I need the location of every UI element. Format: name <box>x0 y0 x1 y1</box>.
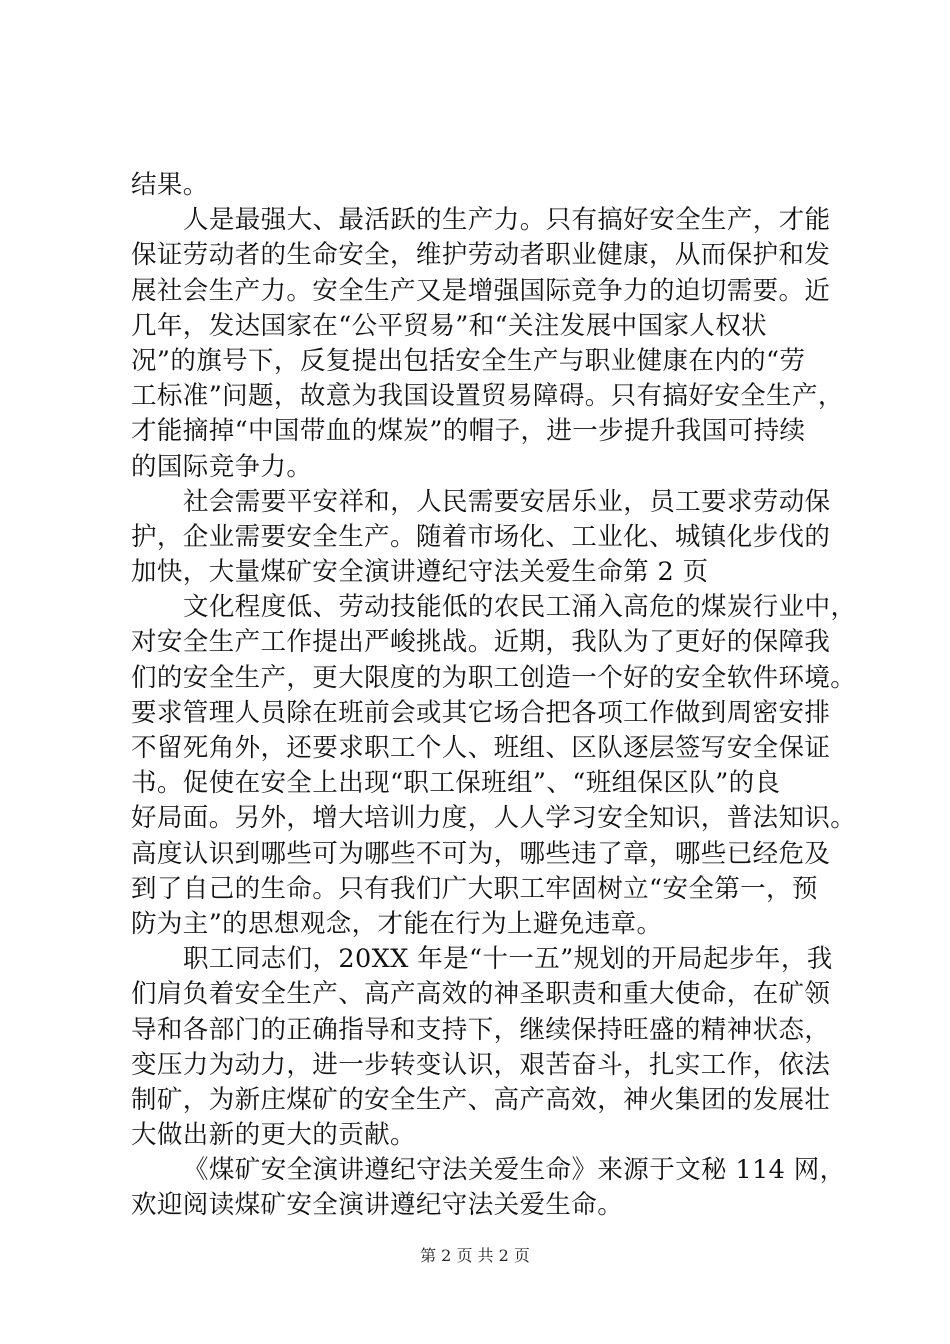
paragraph-first-line: 社会需要平安祥和，人民需要安居乐业，员工要求劳动保 <box>183 486 831 517</box>
paragraph-first-line: 文化程度低、劳动技能低的农民工涌入高危的煤炭行业中， <box>183 592 857 623</box>
text-line: 导和各部门的正确指导和支持下，继续保持旺盛的精神状态， <box>131 1014 831 1045</box>
text-line: 大做出新的更大的贡献。 <box>131 1120 416 1151</box>
text-line: 们肩负着安全生产、高产高效的神圣职责和重大使命，在矿领 <box>131 979 831 1010</box>
text-line: 防为主”的思想观念，才能在行为上避免违章。 <box>131 908 663 939</box>
text-line: 的国际竞争力。 <box>131 451 313 482</box>
text-line: 结果。 <box>131 170 209 200</box>
text-line: 好局面。另外，增大培训力度，人人学习安全知识，普法知识。 <box>131 803 857 834</box>
text-line: 要求管理人员除在班前会或其它场合把各项工作做到周密安排 <box>131 697 831 728</box>
text-line: 高度认识到哪些可为哪些不可为，哪些违了章，哪些已经危及 <box>131 838 831 869</box>
text-line: 对安全生产工作提出严峻挑战。近期，我队为了更好的保障我 <box>131 627 831 658</box>
document-body <box>131 168 857 1224</box>
text-line: 到了自己的生命。只有我们广大职工牢固树立“安全第一，预 <box>131 873 818 904</box>
paragraph-first-line: 职工同志们，20XX 年是“十一五”规划的开局起步年，我 <box>183 944 833 975</box>
text-line: 保证劳动者的生命安全，维护劳动者职业健康，从而保护和发 <box>131 240 831 271</box>
text-line: 几年，发达国家在“公平贸易”和“关注发展中国家人权状 <box>131 310 768 341</box>
text-line: 护，企业需要安全生产。随着市场化、工业化、城镇化步伐的 <box>131 521 831 552</box>
paragraph-first-line: 《煤矿安全演讲遵纪守法关爱生命》来源于文秘 114 网， <box>183 1155 846 1186</box>
text-line: 况”的旗号下，反复提出包括安全生产与职业健康在内的“劳 <box>131 345 806 376</box>
text-line: 加快，大量煤矿安全演讲遵纪守法关爱生命第 2 页 <box>131 557 709 588</box>
text-line: 才能摘掉“中国带血的煤炭”的帽子，进一步提升我国可持续 <box>131 416 806 447</box>
text-line: 工标准”问题，故意为我国设置贸易障碍。只有搞好安全生产， <box>131 381 844 412</box>
text-line: 展社会生产力。安全生产又是增强国际竞争力的迫切需要。近 <box>131 275 831 306</box>
text-line: 们的安全生产，更大限度的为职工创造一个好的安全软件环境。 <box>131 662 857 693</box>
text-line: 欢迎阅读煤矿安全演讲遵纪守法关爱生命。 <box>131 1190 624 1221</box>
text-line: 不留死角外，还要求职工个人、班组、区队逐层签写安全保证 <box>131 733 831 763</box>
paragraph-first-line: 人是最强大、最活跃的生产力。只有搞好安全生产，才能 <box>183 205 831 236</box>
page-footer: 第 2 页 共 2 页 <box>420 1246 530 1265</box>
text-line: 书。促使在安全上出现“职工保班组”、“班组保区队”的良 <box>131 768 781 799</box>
text-line: 制矿，为新庄煤矿的安全生产、高产高效，神火集团的发展壮 <box>131 1084 831 1115</box>
text-line: 变压力为动力，进一步转变认识，艰苦奋斗，扎实工作，依法 <box>131 1049 831 1080</box>
